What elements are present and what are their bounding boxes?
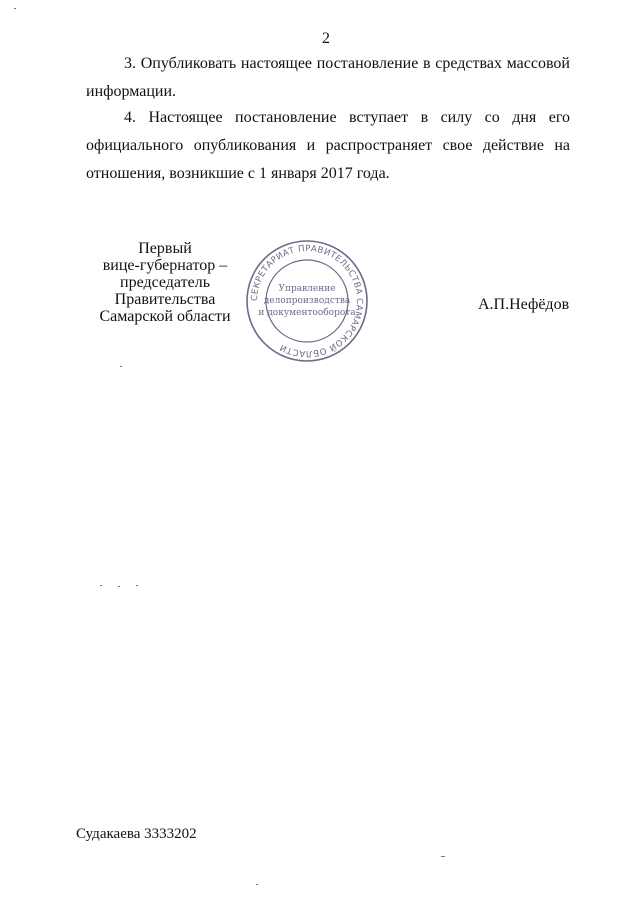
signature-title-line: вице-губернатор – xyxy=(102,257,228,274)
signature-title xyxy=(80,240,250,325)
scan-speck xyxy=(441,856,445,857)
signature-title-line: председатель Правительства xyxy=(114,274,216,308)
scan-speck xyxy=(136,585,138,586)
scan-speck xyxy=(118,586,120,587)
scan-speck xyxy=(120,366,122,367)
stamp-center-line: и документооборота xyxy=(258,308,356,318)
official-seal-stamp xyxy=(244,238,370,364)
scan-speck xyxy=(14,8,16,9)
scan-speck xyxy=(100,585,102,586)
stamp-ring-text: СЕКРЕТАРИАТ ПРАВИТЕЛЬСТВА САМАРСКОЙ ОБЛАСТИ xyxy=(249,243,365,359)
stamp-center-line: Управление xyxy=(278,284,336,294)
scan-speck xyxy=(256,884,258,885)
stamp-center-line: делопроизводства xyxy=(263,296,351,306)
page-number: 2 xyxy=(322,30,330,47)
footer-contact: Судакаева 3333202 xyxy=(76,826,197,842)
signatory-name: А.П.Нефёдов xyxy=(478,296,570,313)
signature-title-line: Самарской области xyxy=(99,308,231,325)
paragraph-3: 3. Опубликовать настоящее постановление в средствах массовой информации. xyxy=(86,55,570,100)
signature-title-line: Первый xyxy=(138,240,192,257)
paragraph-4: 4. Настоящее постановление вступает в силу со дня его официального опубликования и распространяет свое действие на отношения, возникшие с 1 января 2017 года. xyxy=(86,109,570,182)
